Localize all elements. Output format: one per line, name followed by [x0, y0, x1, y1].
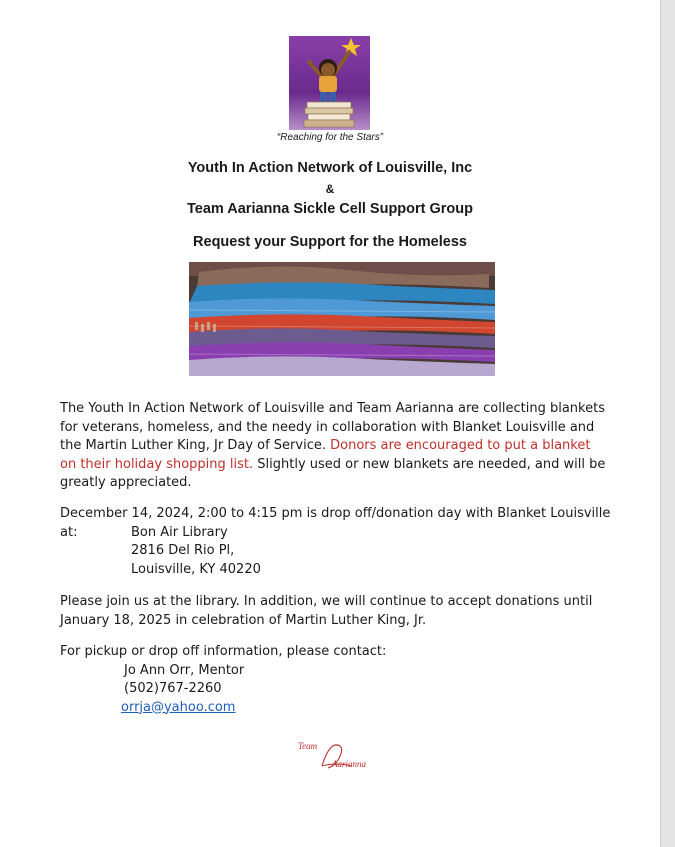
paragraph-1-line-1: The Youth In Action Network of Louisville and Team Aarianna are collecting blankets	[60, 401, 605, 416]
location-name: Bon Air Library	[131, 524, 228, 540]
donor-appeal-text: Donors are encouraged to put a blanket	[330, 438, 591, 453]
location-street: 2816 Del Rio Pl,	[131, 543, 235, 558]
contact-name: Jo Ann Orr, Mentor	[124, 662, 245, 678]
paragraph-1-line-3-text: the Martin Luther King, Jr Day of Service.	[60, 438, 331, 453]
contact-intro: For pickup or drop off information, please contact:	[60, 644, 387, 659]
reaching-for-stars-logo-icon	[289, 36, 370, 130]
dropoff-at-label: at:	[60, 524, 78, 540]
page-edge-gutter	[660, 0, 675, 847]
paragraph-1-line-5: greatly appreciated.	[60, 475, 192, 490]
document-subtitle: Request your Support for the Homeless	[193, 234, 467, 250]
signature-top-text: Team	[298, 741, 318, 751]
paragraph-3-line-2: January 18, 2025 in celebration of Martin Luther King, Jr.	[60, 612, 427, 628]
paragraph-1-line-4-text: Slightly used or new blankets are needed, and will be	[253, 456, 606, 472]
ampersand: &	[325, 182, 335, 196]
contact-email-link[interactable]: orrja@yahoo.com	[121, 699, 236, 715]
contact-phone: (502)767-2260	[124, 681, 222, 696]
paragraph-1-line-4	[60, 456, 605, 475]
donor-appeal-text-continued: on their holiday shopping list.	[60, 456, 254, 472]
paragraph-1-line-3	[60, 437, 590, 456]
stacked-blankets-photo	[189, 262, 495, 376]
paragraph-3-line-1: Please join us at the library. In addition, we will continue to accept donations until	[60, 594, 593, 609]
team-aarianna-signature-logo	[292, 736, 380, 776]
location-city-state-zip: Louisville, KY 40220	[131, 561, 261, 577]
tagline: “Reaching for the Stars”	[276, 132, 384, 143]
dropoff-date-line: December 14, 2024, 2:00 to 4:15 pm is drop off/donation day with Blanket Louisville	[60, 506, 611, 521]
signature-bottom-text: Aarianna	[332, 759, 367, 769]
org-name-team-aarianna: Team Aarianna Sickle Cell Support Group	[186, 201, 474, 217]
org-name-youth-in-action: Youth In Action Network of Louisville, Inc	[187, 160, 473, 176]
paragraph-1-line-2: for veterans, homeless, and the needy in collaboration with Blanket Louisville and	[60, 419, 595, 435]
